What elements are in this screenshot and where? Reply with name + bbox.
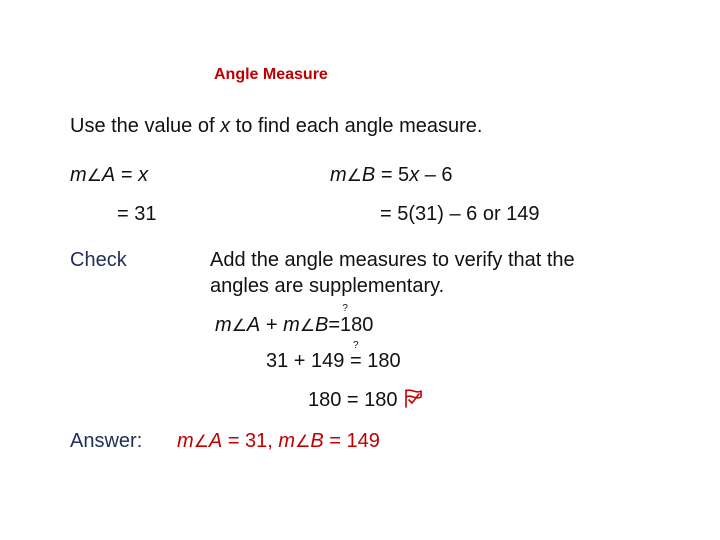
variable: x [409, 164, 420, 186]
angle-icon: ∠ [295, 432, 311, 451]
measure-symbol: m [283, 314, 300, 336]
angle-icon: ∠ [346, 166, 362, 185]
angle-a-value: = 31 [117, 203, 157, 225]
variable: x [138, 164, 149, 186]
equals: = [349, 350, 362, 372]
measure-symbol: m [278, 430, 296, 452]
measure-symbol: m [70, 164, 87, 186]
question-equals [349, 340, 362, 373]
checkmark-icon [402, 387, 424, 415]
instruction-pre: Use the value of [70, 115, 221, 137]
question-mark: ? [352, 340, 359, 351]
angle-icon: ∠ [299, 316, 315, 335]
check-text-line-1: Add the angle measures to verify that the [210, 249, 575, 271]
equation-rest: – 6 [419, 164, 453, 186]
result-equation: 180 = 180 [308, 389, 398, 411]
sum-value: 180 [340, 314, 374, 336]
angle-name: A [246, 314, 261, 336]
sum-right: 180 [361, 350, 401, 372]
angle-name: B [314, 314, 329, 336]
angle-name: B [361, 164, 376, 186]
angle-b-equation [330, 163, 453, 188]
answer-part-2: = 149 [323, 430, 380, 452]
slide-title: Angle Measure [214, 66, 328, 83]
check-text-line-2: angles are supplementary. [210, 275, 445, 297]
equals: = [115, 164, 139, 186]
measure-symbol: m [177, 430, 194, 452]
angle-name: A [101, 164, 116, 186]
question-mark: ? [342, 303, 348, 314]
sum-left: 31 + 149 [266, 350, 350, 372]
check-equation-3 [308, 387, 424, 415]
check-equation-2 [266, 340, 401, 373]
instruction-variable: x [220, 115, 231, 137]
angle-icon: ∠ [86, 166, 102, 185]
instruction [70, 114, 482, 138]
equals-coefficient: = 5 [375, 164, 410, 186]
equals: = [328, 314, 341, 336]
angle-name: A [208, 430, 223, 452]
instruction-post: to find each angle measure. [230, 115, 483, 137]
answer-label: Answer: [70, 430, 143, 452]
angle-name: B [310, 430, 324, 452]
check-equation-1 [215, 303, 374, 338]
measure-symbol: m [330, 164, 347, 186]
angle-icon: ∠ [231, 316, 247, 335]
angle-a-equation [70, 163, 148, 188]
plus: + [260, 314, 284, 336]
check-label: Check [70, 249, 127, 271]
angle-icon: ∠ [193, 432, 209, 451]
answer-value [177, 429, 380, 454]
measure-symbol: m [215, 314, 232, 336]
angle-b-value: = 5(31) – 6 or 149 [380, 203, 540, 225]
answer-part-1: = 31, [222, 430, 279, 452]
question-equals [328, 303, 348, 337]
